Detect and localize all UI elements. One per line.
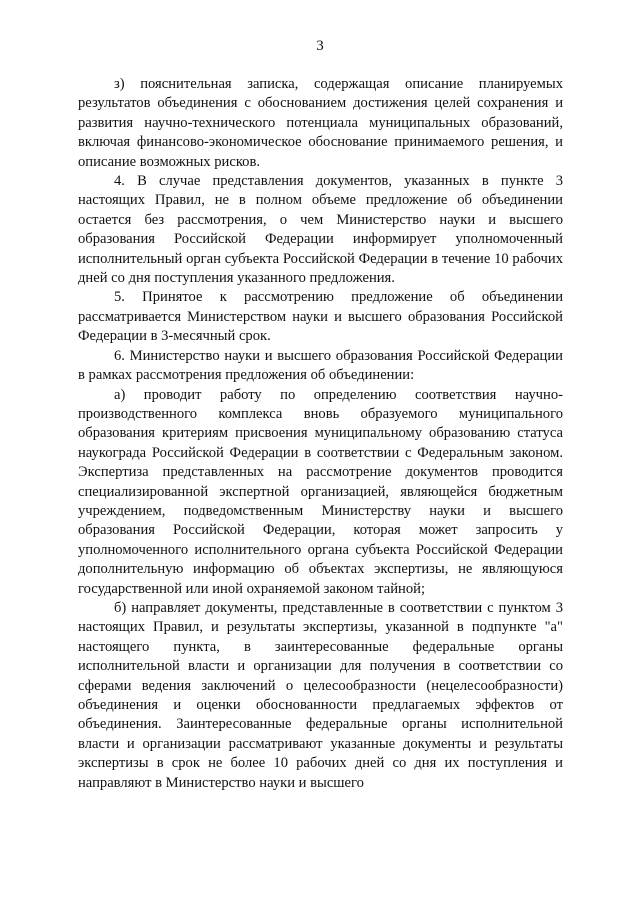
document-body — [78, 75, 563, 793]
paragraph-6-ministry-actions: 6. Министерство науки и высшего образования Российской Федерации в рамках рассмотрения предложения об объединении: — [78, 347, 563, 384]
paragraph-4-incomplete-documents: 4. В случае представления документов, указанных в пункте 3 настоящих Правил, не в полном объеме предложение об объединении остается без рассмотрения, о чем Министерство науки и высшего образования Российской Федерации информирует уполномоченный исполнительный орган субъекта Российской Федерации в течение 10 рабочих дней со дня поступления указанного предложения. — [78, 173, 563, 287]
page-number: 3 — [316, 38, 324, 54]
paragraph-z-explanatory-note: з) пояснительная записка, содержащая описание планируемых результатов объединения с обоснованием достижения целей сохранения и развития научно-технического потенциала муниципальных образований, включая финансово-экономическое обоснование принимаемого решения, и описание возможных рисков. — [78, 76, 563, 170]
paragraph-5-review-period: 5. Принятое к рассмотрению предложение об объединении рассматривается Министерством науки и высшего образования Российской Федерации в 3-месячный срок. — [78, 289, 563, 345]
paragraph-6a-expertise: а) проводит работу по определению соответствия научно-производственного комплекса вновь образуемого муниципального образования критериям присвоения муниципальному образованию статуса наукограда Российской Федерации в соответствии с Федеральным законом. Экспертиза представленных на рассмотрение документов проводится специализированной экспертной организацией, являющейся бюджетным учреждением, подведомственным Министерству науки и высшего образования Российской Федерации, которая может запросить у уполномоченного исполнительного органа субъекта Российской Федерации дополнительную информацию об объектах экспертизы, не являющуюся государственной или иной охраняемой законом тайной; — [78, 386, 563, 597]
paragraph-6b-sends-documents: б) направляет документы, представленные в соответствии с пунктом 3 настоящих Правил, и результаты экспертизы, указанной в подпункте "а" настоящего пункта, в заинтересованные федеральные органы исполнительной власти и организации для получения в соответствии со сферами ведения заключений о целесообразности (нецелесообразности) объединения и оценки обоснованности предлагаемых эффектов от объединения. Заинтересованные федеральные органы исполнительной власти и организации рассматривают указанные документы и результаты экспертизы в срок не более 10 рабочих дней со дня их поступления и направляют в Министерство науки и высшего — [78, 599, 563, 791]
